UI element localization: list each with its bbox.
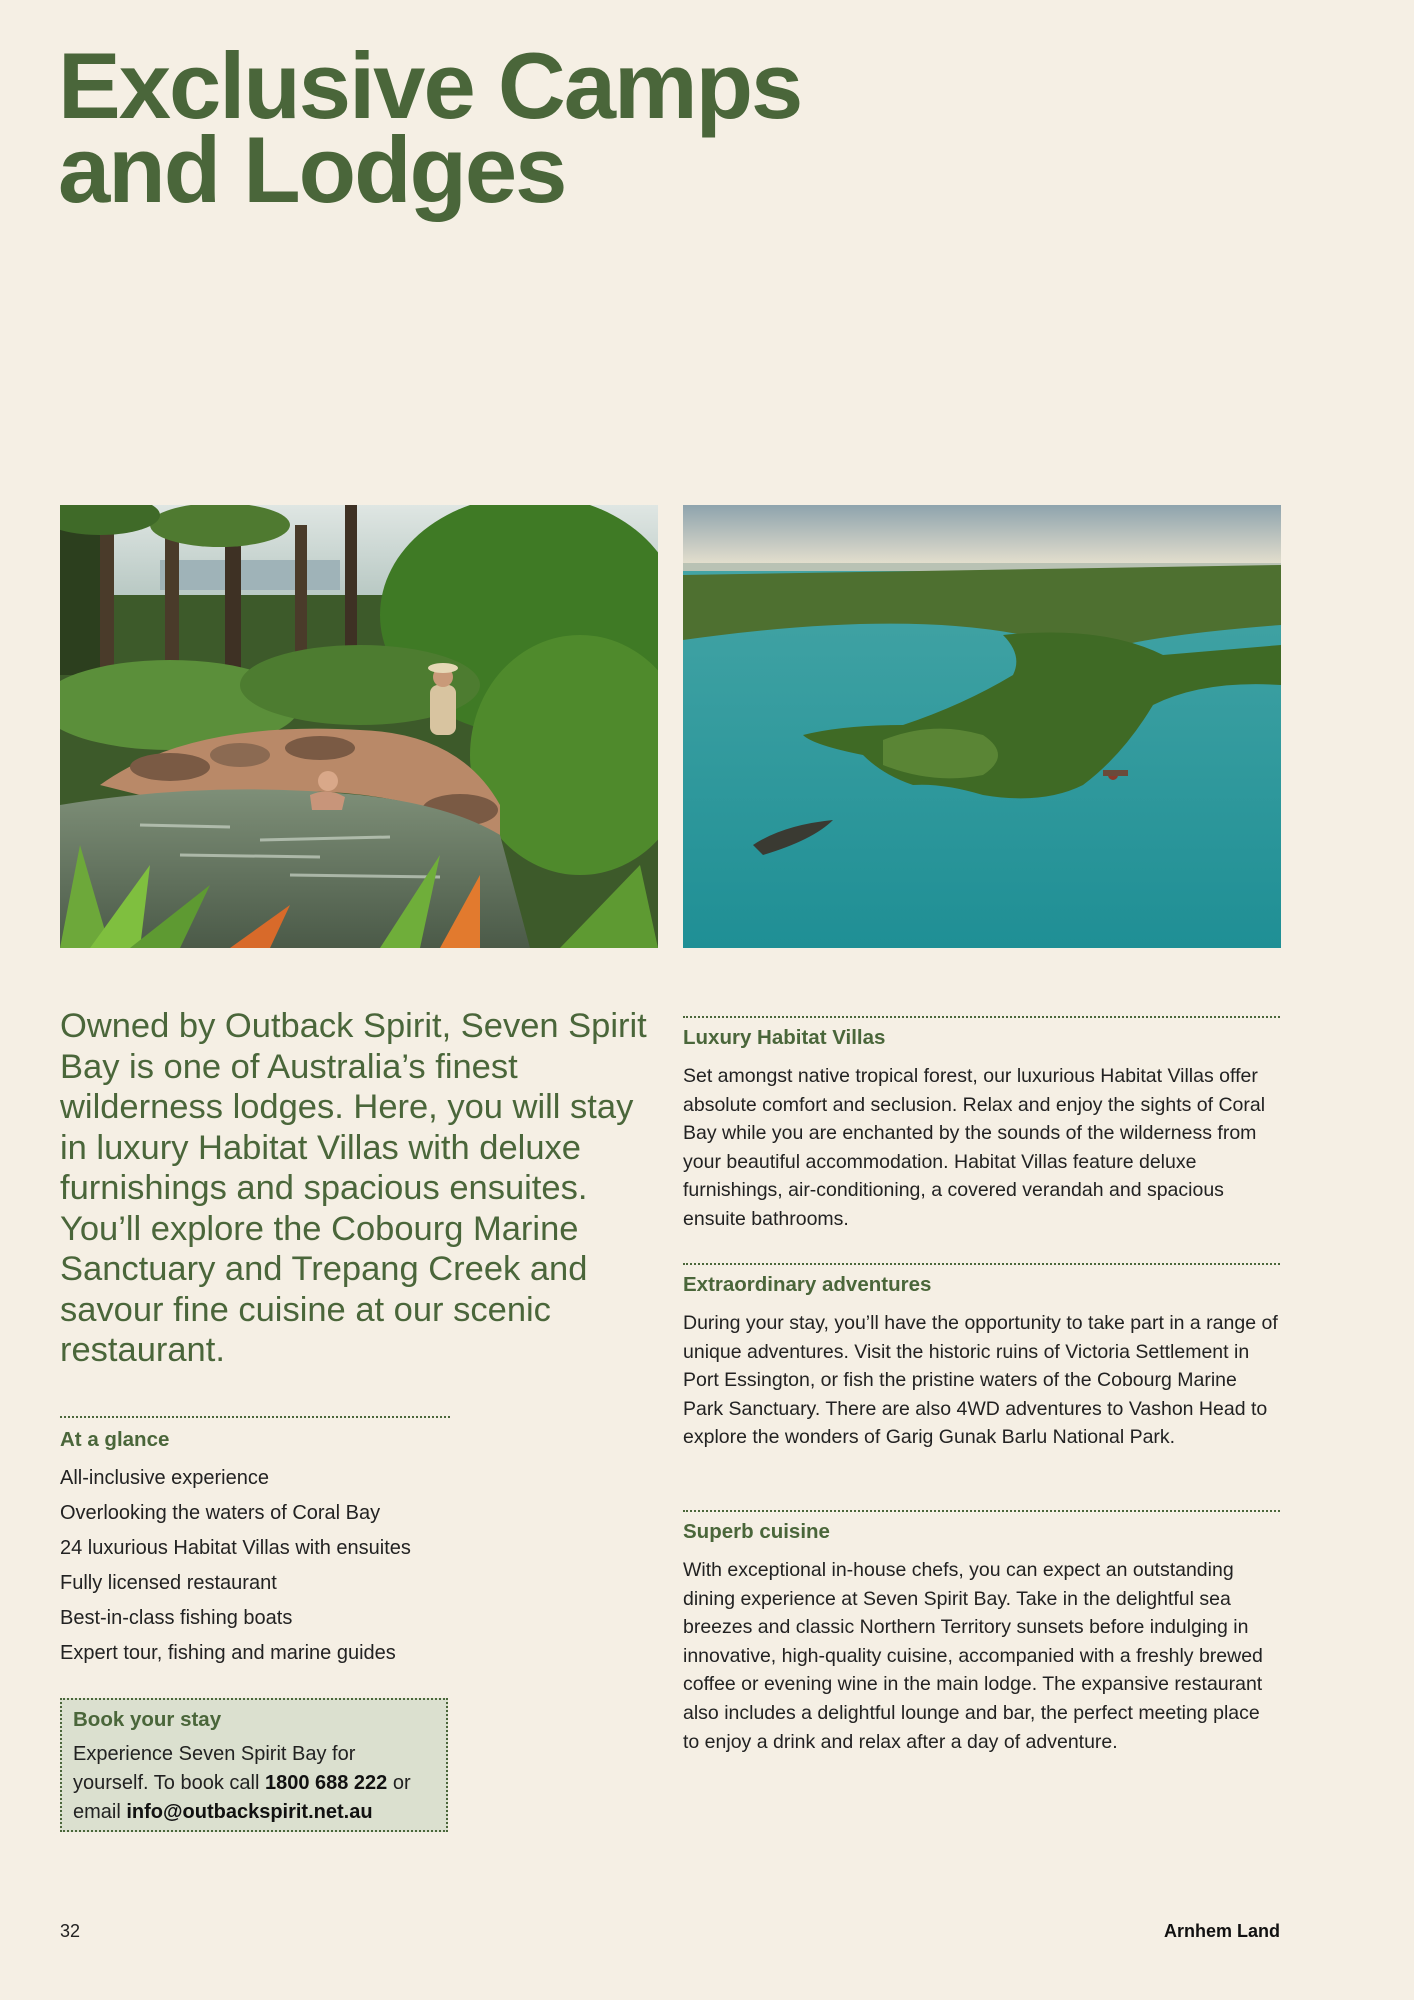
- page-title-line-1: Exclusive Camps: [58, 33, 802, 138]
- page-title: [58, 33, 802, 222]
- book-text-intro: Experience Seven Spirit Bay for yourself. To book call: [73, 1743, 356, 1794]
- luxury-habitat-villas-section: [683, 1016, 1280, 1234]
- section-heading: Extraordinary adventures: [683, 1273, 932, 1296]
- list-item: Overlooking the waters of Coral Bay: [60, 1502, 381, 1524]
- section-body: With exceptional in-house chefs, you can expect an outstanding dining experience at Seven Spirit Bay. Take in the delightful sea breezes and classic Northern Territory sunsets before indulging in innovative, high-quality cuisine, accompanied with a freshly brewed coffee or evening wine in the main lodge. The expansive restaurant also includes a delightful lounge and bar, the perfect meeting place to enjoy a drink and relax after a day of adventure.: [683, 1559, 1263, 1753]
- section-heading: Luxury Habitat Villas: [683, 1026, 886, 1049]
- book-your-stay-box: [60, 1698, 448, 1832]
- intro-paragraph: Owned by Outback Spirit, Seven Spirit Bay is one of Australia’s finest wilderness lodges. Here, you will stay in luxury Habitat Villas with deluxe furnishings and spacious ensuites. You’ll explore the Cobourg Marine Sanctuary and Trepang Creek and savour fine cuisine at our scenic restaurant.: [60, 1007, 647, 1369]
- divider: [60, 1416, 450, 1418]
- section-body: Set amongst native tropical forest, our luxurious Habitat Villas offer absolute comfort and seclusion. Relax and enjoy the sights of Coral Bay while you are enchanted by the sounds of the wilderness from your beautiful accommodation. Habitat Villas feature deluxe furnishings, air-conditioning, a covered verandah and spacious ensuite bathrooms.: [683, 1065, 1266, 1230]
- section-body: During your stay, you’ll have the opportunity to take part in a range of unique adventures. Visit the historic ruins of Victoria Settlement in Port Essington, or fish the pristine waters of the Cobourg Marine Park Sanctuary. There are also 4WD adventures to Vashon Head to explore the wonders of Garig Gunak Barlu National Park.: [683, 1312, 1278, 1449]
- page-title-line-2: and Lodges: [58, 117, 566, 222]
- section-heading: Superb cuisine: [683, 1520, 830, 1543]
- phone-number[interactable]: 1800 688 222: [264, 1772, 388, 1794]
- book-your-stay-heading: Book your stay: [73, 1708, 222, 1731]
- divider: [683, 1510, 1280, 1512]
- footer-section-label: Arnhem Land: [1163, 1921, 1280, 1941]
- divider: [683, 1016, 1280, 1018]
- list-item: 24 luxurious Habitat Villas with ensuites: [60, 1537, 411, 1559]
- divider: [683, 1263, 1280, 1265]
- superb-cuisine-section: [683, 1510, 1280, 1756]
- list-item: Expert tour, fishing and marine guides: [60, 1642, 396, 1664]
- aerial-coast-photo: [683, 505, 1281, 948]
- list-item: All-inclusive experience: [60, 1467, 269, 1489]
- at-a-glance-list: [60, 1461, 450, 1671]
- list-item: Fully licensed restaurant: [60, 1572, 277, 1594]
- rock-pool-photo: [60, 505, 658, 948]
- at-a-glance-heading: At a glance: [60, 1428, 170, 1451]
- page-number: 32: [60, 1921, 81, 1941]
- at-a-glance-section: [60, 1416, 450, 1671]
- book-text-email-intro: or email: [73, 1772, 411, 1823]
- book-your-stay-text: [73, 1740, 435, 1827]
- list-item: Best-in-class fishing boats: [60, 1607, 293, 1629]
- extraordinary-adventures-section: [683, 1263, 1280, 1452]
- email-link[interactable]: info@outbackspirit.net.au: [126, 1801, 373, 1823]
